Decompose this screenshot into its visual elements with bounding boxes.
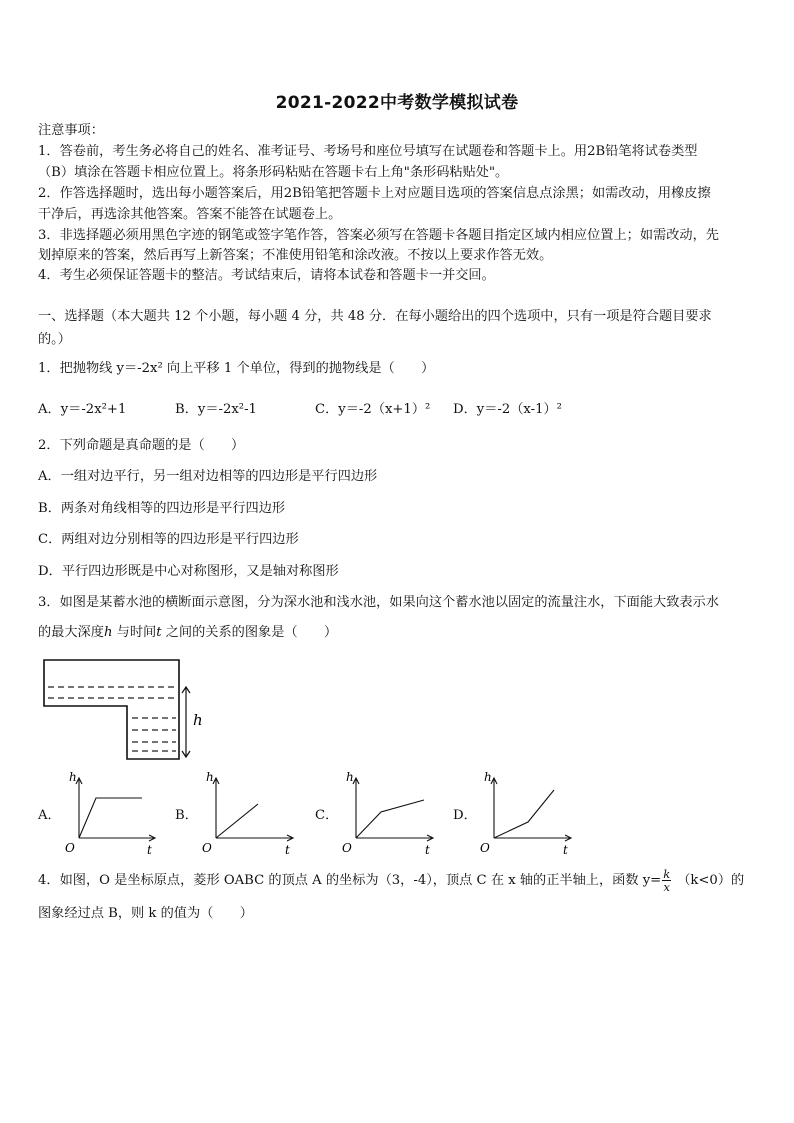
q2-option-b: B．两条对角线相等的四边形是平行四边形 [38,501,286,516]
reservoir-figure [40,656,220,766]
q2-option-d: D．平行四边形既是中心对称图形，又是轴对称图形 [38,564,339,579]
q1-option-c: C．y＝-2（x+1）² [315,402,431,417]
svg-text:h: h [484,770,492,784]
svg-text:O: O [202,841,212,855]
graph-b [196,770,306,860]
notes-heading: 注意事项： [38,123,104,138]
q1-option-b: B．y＝-2x²-1 [175,402,257,417]
note-line: 划掉原来的答案，然后再写上新答案；不准使用铅笔和涂改液。不按以上要求作答无效。 [38,248,553,263]
reservoir-outline [44,660,179,759]
note-line: 4．考生必须保证答题卡的整洁。考试结束后，请将本试卷和答题卡一并交回。 [38,268,495,283]
note-line: （B）填涂在答题卡相应位置上。将条形码粘贴在答题卡右上角"条形码粘贴处"。 [38,165,509,180]
svg-text:h: h [206,770,214,784]
svg-text:O: O [480,841,490,855]
graph-d-label: D． [453,808,477,823]
graph-a-label: A． [38,808,61,823]
svg-text:h: h [346,770,354,784]
q3-stem-line2: 的最大深度h 与时间t 之间的关系的图象是（ ） [38,625,338,640]
note-line: 3．非选择题必须用黑色字迹的钢笔或签字笔作答，答案必须写在答题卡各题目指定区域内相应位置上；如需改动，先 [38,228,719,243]
graph-b-curve [216,804,258,838]
graph-d-curve [494,790,554,838]
svg-text:O: O [65,841,75,855]
q2-option-c: C．两组对边分别相等的四边形是平行四边形 [38,532,299,547]
svg-text:t: t [563,843,568,857]
depth-label: h [193,711,203,729]
q4-stem-line1: 4．如图，O 是坐标原点，菱形 OABC 的顶点 A 的坐标为（3，-4），顶点 C 在 x 轴的正半轴上，函数 y= $\frac{k}{x}$ （k<0）的 [38,867,745,894]
section-heading-cont: 的。） [38,332,71,347]
graph-a [58,770,168,860]
note-line: 1．答卷前，考生务必将自己的姓名、准考证号、考场号和座位号填写在试题卷和答题卡上。用2B铅笔将试卷类型 [38,144,698,159]
q4-stem-line2: 图象经过点 B，则 k 的值为（ ） [38,906,253,921]
q1-option-d: D．y＝-2（x-1）² [453,402,562,417]
water-lines [48,687,176,751]
svg-text:t: t [285,843,290,857]
svg-text:t: t [425,843,430,857]
graph-c-curve [356,800,424,838]
graph-d [474,770,584,860]
graph-a-curve [79,798,142,838]
svg-text:t: t [147,843,152,857]
section-heading: 一、选择题（本大题共 12 个小题，每小题 4 分，共 48 分．在每小题给出的四个选项中，只有一项是符合题目要求 [38,309,712,324]
svg-text:h: h [69,770,77,784]
q2-stem: 2．下列命题是真命题的是（ ） [38,438,245,453]
exam-title: 2021-2022中考数学模拟试卷 [275,93,519,113]
q2-option-a: A．一组对边平行，另一组对边相等的四边形是平行四边形 [38,469,378,484]
q3-stem-line1: 3．如图是某蓄水池的横断面示意图，分为深水池和浅水池，如果向这个蓄水池以固定的流量注水，下面能大致表示水 [38,595,719,610]
q1-option-a: A．y＝-2x²+1 [38,402,127,417]
note-line: 2．作答选择题时，选出每小题答案后，用2B铅笔把答题卡上对应题目选项的答案信息点涂黑；如需改动，用橡皮擦 [38,186,711,201]
graph-b-label: B． [175,808,198,823]
fraction-k-over-x: $\frac{k}{x}$ [663,867,671,894]
graph-c [336,770,446,860]
svg-text:O: O [342,841,352,855]
note-line: 干净后，再选涂其他答案。答案不能答在试题卷上。 [38,207,342,222]
graph-c-label: C． [315,808,339,823]
q1-stem: 1．把抛物线 y＝-2x² 向上平移 1 个单位，得到的抛物线是（ ） [38,361,435,376]
